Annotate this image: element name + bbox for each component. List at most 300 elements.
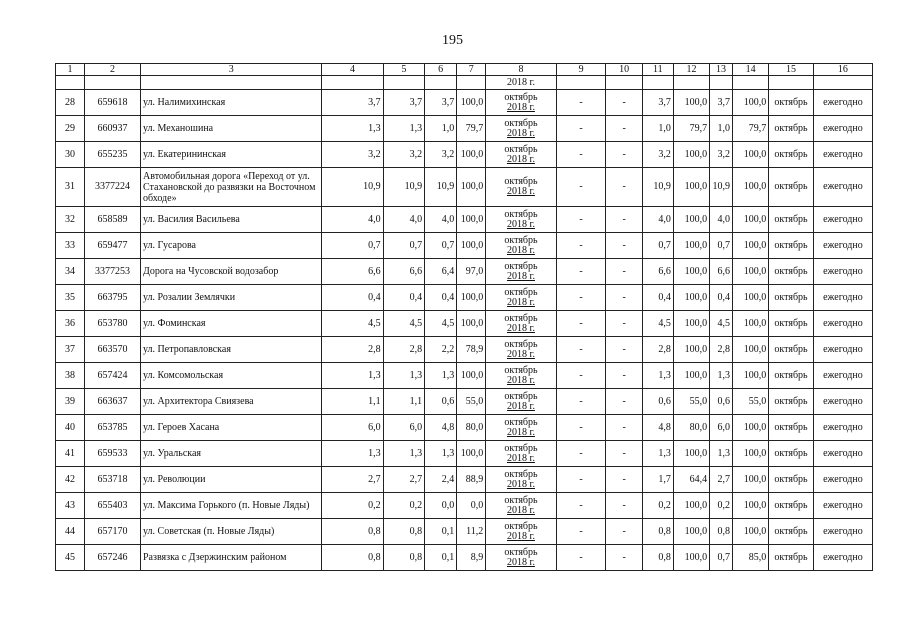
value-cell: 4,8 bbox=[642, 415, 673, 441]
table-row bbox=[56, 493, 873, 519]
value-cell: 0,7 bbox=[710, 545, 733, 571]
value-cell: 3,7 bbox=[710, 90, 733, 116]
table-row bbox=[56, 90, 873, 116]
value-cell: - bbox=[606, 389, 642, 415]
value-cell: 4,0 bbox=[425, 207, 457, 233]
road-name: ул. Налимихинская bbox=[141, 90, 322, 116]
column-header: 16 bbox=[813, 64, 872, 76]
value-cell: 100,0 bbox=[732, 142, 768, 168]
table-cell bbox=[556, 76, 606, 90]
value-cell: 100,0 bbox=[732, 519, 768, 545]
date-year: 2018 г. bbox=[506, 504, 535, 516]
date-year: 2018 г. bbox=[506, 374, 535, 386]
date-cell bbox=[486, 90, 557, 116]
date-year: 2018 г. bbox=[506, 244, 535, 256]
value-cell: 1,1 bbox=[322, 389, 383, 415]
value-cell: 1,1 bbox=[383, 389, 424, 415]
value-cell: 10,9 bbox=[425, 168, 457, 207]
table-row bbox=[56, 519, 873, 545]
value-cell: 6,4 bbox=[425, 259, 457, 285]
column-header: 5 bbox=[383, 64, 424, 76]
date-year: 2018 г. bbox=[506, 270, 535, 282]
value-cell: - bbox=[606, 415, 642, 441]
month-cell: октябрь bbox=[769, 337, 814, 363]
column-header: 9 bbox=[556, 64, 606, 76]
value-cell: 6,6 bbox=[383, 259, 424, 285]
frequency-cell: ежегодно bbox=[813, 311, 872, 337]
value-cell: 64,4 bbox=[673, 467, 709, 493]
road-name: ул. Максима Горького (п. Новые Ляды) bbox=[141, 493, 322, 519]
value-cell: - bbox=[606, 90, 642, 116]
value-cell: - bbox=[556, 415, 606, 441]
value-cell: 100,0 bbox=[732, 259, 768, 285]
value-cell: - bbox=[606, 142, 642, 168]
date-cell bbox=[486, 415, 557, 441]
value-cell: 10,9 bbox=[383, 168, 424, 207]
value-cell: 4,5 bbox=[642, 311, 673, 337]
value-cell: 0,4 bbox=[322, 285, 383, 311]
value-cell: 3,2 bbox=[642, 142, 673, 168]
value-cell: 3,7 bbox=[383, 90, 424, 116]
value-cell: - bbox=[556, 441, 606, 467]
table-cell bbox=[56, 76, 85, 90]
table-cell bbox=[141, 76, 322, 90]
value-cell: 100,0 bbox=[732, 415, 768, 441]
value-cell: 4,5 bbox=[425, 311, 457, 337]
row-number: 41 bbox=[56, 441, 85, 467]
value-cell: 6,6 bbox=[642, 259, 673, 285]
month-cell: октябрь bbox=[769, 207, 814, 233]
value-cell: 4,8 bbox=[425, 415, 457, 441]
value-cell: 0,6 bbox=[710, 389, 733, 415]
value-cell: 1,3 bbox=[642, 363, 673, 389]
value-cell: 1,0 bbox=[425, 116, 457, 142]
value-cell: - bbox=[606, 259, 642, 285]
table-cell bbox=[769, 76, 814, 90]
value-cell: 100,0 bbox=[673, 441, 709, 467]
value-cell: - bbox=[606, 493, 642, 519]
value-cell: 8,9 bbox=[457, 545, 486, 571]
value-cell: 100,0 bbox=[673, 168, 709, 207]
value-cell: - bbox=[556, 90, 606, 116]
value-cell: 0,0 bbox=[425, 493, 457, 519]
column-header: 7 bbox=[457, 64, 486, 76]
road-name: ул. Механошина bbox=[141, 116, 322, 142]
date-month: октябрь bbox=[504, 494, 538, 506]
value-cell: 3,2 bbox=[425, 142, 457, 168]
date-month: октябрь bbox=[504, 91, 538, 103]
road-code: 658589 bbox=[85, 207, 141, 233]
date-year: 2018 г. bbox=[506, 530, 535, 542]
value-cell: 100,0 bbox=[457, 207, 486, 233]
frequency-cell: ежегодно bbox=[813, 168, 872, 207]
value-cell: 2,7 bbox=[383, 467, 424, 493]
road-name: ул. Фоминская bbox=[141, 311, 322, 337]
road-name: ул. Архитектора Свиязева bbox=[141, 389, 322, 415]
frequency-cell: ежегодно bbox=[813, 467, 872, 493]
value-cell: - bbox=[556, 363, 606, 389]
row-number: 32 bbox=[56, 207, 85, 233]
date-cell bbox=[486, 116, 557, 142]
value-cell: - bbox=[606, 207, 642, 233]
date-year: 2018 г. bbox=[506, 400, 535, 412]
road-name: Дорога на Чусовской водозабор bbox=[141, 259, 322, 285]
date-month: октябрь bbox=[504, 468, 538, 480]
date-month: октябрь bbox=[504, 416, 538, 428]
value-cell: 79,7 bbox=[457, 116, 486, 142]
month-cell: октябрь bbox=[769, 545, 814, 571]
value-cell: 100,0 bbox=[673, 142, 709, 168]
column-header: 10 bbox=[606, 64, 642, 76]
value-cell: 6,6 bbox=[322, 259, 383, 285]
value-cell: 100,0 bbox=[457, 363, 486, 389]
value-cell: 2,4 bbox=[425, 467, 457, 493]
date-cell bbox=[486, 259, 557, 285]
date-cell bbox=[486, 493, 557, 519]
value-cell: 0,8 bbox=[642, 519, 673, 545]
table-row bbox=[56, 363, 873, 389]
value-cell: 1,0 bbox=[710, 116, 733, 142]
date-month: октябрь bbox=[504, 338, 538, 350]
table-row bbox=[56, 415, 873, 441]
date-cell bbox=[486, 207, 557, 233]
value-cell: 0,6 bbox=[642, 389, 673, 415]
value-cell: 100,0 bbox=[673, 337, 709, 363]
row-number: 35 bbox=[56, 285, 85, 311]
table-row bbox=[56, 467, 873, 493]
value-cell: 0,7 bbox=[322, 233, 383, 259]
value-cell: - bbox=[606, 233, 642, 259]
table-cell bbox=[322, 76, 383, 90]
value-cell: 0,2 bbox=[322, 493, 383, 519]
frequency-cell: ежегодно bbox=[813, 363, 872, 389]
value-cell: - bbox=[606, 116, 642, 142]
month-cell: октябрь bbox=[769, 168, 814, 207]
value-cell: 1,7 bbox=[642, 467, 673, 493]
date-year: 2018 г. bbox=[506, 101, 535, 113]
value-cell: 100,0 bbox=[732, 233, 768, 259]
continuation-date-cell: 2018 г. bbox=[486, 76, 557, 90]
row-number: 28 bbox=[56, 90, 85, 116]
table-row bbox=[56, 441, 873, 467]
value-cell: - bbox=[556, 233, 606, 259]
value-cell: 80,0 bbox=[457, 415, 486, 441]
table-cell bbox=[85, 76, 141, 90]
date-month: октябрь bbox=[504, 260, 538, 272]
value-cell: 100,0 bbox=[732, 363, 768, 389]
table-cell bbox=[710, 76, 733, 90]
date-month: октябрь bbox=[504, 234, 538, 246]
value-cell: 100,0 bbox=[673, 545, 709, 571]
value-cell: 6,0 bbox=[322, 415, 383, 441]
value-cell: 0,1 bbox=[425, 519, 457, 545]
value-cell: - bbox=[606, 311, 642, 337]
value-cell: 0,8 bbox=[383, 519, 424, 545]
value-cell: 2,2 bbox=[425, 337, 457, 363]
date-year: 2018 г. bbox=[506, 296, 535, 308]
month-cell: октябрь bbox=[769, 116, 814, 142]
road-code: 653785 bbox=[85, 415, 141, 441]
road-name: Автомобильная дорога «Переход от ул. Стахановской до развязки на Восточном обходе» bbox=[141, 168, 322, 207]
date-cell bbox=[486, 233, 557, 259]
value-cell: 3,2 bbox=[710, 142, 733, 168]
value-cell: - bbox=[556, 259, 606, 285]
date-month: октябрь bbox=[504, 208, 538, 220]
month-cell: октябрь bbox=[769, 285, 814, 311]
road-code: 653780 bbox=[85, 311, 141, 337]
value-cell: 100,0 bbox=[457, 311, 486, 337]
value-cell: - bbox=[556, 545, 606, 571]
value-cell: 100,0 bbox=[732, 337, 768, 363]
table-cell bbox=[813, 76, 872, 90]
value-cell: 100,0 bbox=[673, 259, 709, 285]
value-cell: 0,8 bbox=[322, 545, 383, 571]
value-cell: 3,7 bbox=[642, 90, 673, 116]
value-cell: 100,0 bbox=[673, 493, 709, 519]
date-month: октябрь bbox=[504, 364, 538, 376]
value-cell: 1,3 bbox=[383, 363, 424, 389]
table-row bbox=[56, 337, 873, 363]
column-header: 3 bbox=[141, 64, 322, 76]
month-cell: октябрь bbox=[769, 363, 814, 389]
value-cell: 55,0 bbox=[732, 389, 768, 415]
frequency-cell: ежегодно bbox=[813, 207, 872, 233]
table-row bbox=[56, 233, 873, 259]
road-name: ул. Комсомольская bbox=[141, 363, 322, 389]
row-number: 30 bbox=[56, 142, 85, 168]
date-year: 2018 г. bbox=[506, 478, 535, 490]
page-number: 195 bbox=[442, 33, 463, 48]
value-cell: 4,5 bbox=[322, 311, 383, 337]
value-cell: 1,3 bbox=[322, 116, 383, 142]
date-cell bbox=[486, 467, 557, 493]
road-code: 653718 bbox=[85, 467, 141, 493]
value-cell: 0,4 bbox=[642, 285, 673, 311]
row-number: 43 bbox=[56, 493, 85, 519]
value-cell: - bbox=[556, 337, 606, 363]
value-cell: - bbox=[556, 311, 606, 337]
value-cell: 100,0 bbox=[673, 207, 709, 233]
row-number: 40 bbox=[56, 415, 85, 441]
value-cell: 0,8 bbox=[383, 545, 424, 571]
value-cell: 3,2 bbox=[322, 142, 383, 168]
month-cell: октябрь bbox=[769, 415, 814, 441]
value-cell: 2,7 bbox=[322, 467, 383, 493]
value-cell: 1,3 bbox=[642, 441, 673, 467]
value-cell: 0,6 bbox=[425, 389, 457, 415]
value-cell: 78,9 bbox=[457, 337, 486, 363]
month-cell: октябрь bbox=[769, 90, 814, 116]
value-cell: 100,0 bbox=[732, 441, 768, 467]
row-number: 44 bbox=[56, 519, 85, 545]
value-cell: - bbox=[606, 545, 642, 571]
value-cell: 1,0 bbox=[642, 116, 673, 142]
date-cell bbox=[486, 389, 557, 415]
column-header: 2 bbox=[85, 64, 141, 76]
frequency-cell: ежегодно bbox=[813, 285, 872, 311]
value-cell: 100,0 bbox=[673, 285, 709, 311]
road-code: 660937 bbox=[85, 116, 141, 142]
date-month: октябрь bbox=[504, 520, 538, 532]
value-cell: 100,0 bbox=[732, 285, 768, 311]
month-cell: октябрь bbox=[769, 467, 814, 493]
value-cell: 11,2 bbox=[457, 519, 486, 545]
road-code: 655403 bbox=[85, 493, 141, 519]
date-month: октябрь bbox=[504, 390, 538, 402]
value-cell: 1,3 bbox=[425, 363, 457, 389]
road-name: Развязка с Дзержинским районом bbox=[141, 545, 322, 571]
value-cell: - bbox=[556, 519, 606, 545]
column-header: 13 bbox=[710, 64, 733, 76]
value-cell: 4,0 bbox=[642, 207, 673, 233]
column-header: 15 bbox=[769, 64, 814, 76]
value-cell: 100,0 bbox=[673, 363, 709, 389]
road-name: ул. Петропавловская bbox=[141, 337, 322, 363]
value-cell: 97,0 bbox=[457, 259, 486, 285]
column-header: 1 bbox=[56, 64, 85, 76]
value-cell: - bbox=[556, 285, 606, 311]
date-year: 2018 г. bbox=[506, 322, 535, 334]
value-cell: 0,8 bbox=[322, 519, 383, 545]
month-cell: октябрь bbox=[769, 233, 814, 259]
value-cell: 100,0 bbox=[673, 233, 709, 259]
table-row bbox=[56, 168, 873, 207]
road-name: ул. Василия Васильева bbox=[141, 207, 322, 233]
date-month: октябрь bbox=[504, 312, 538, 324]
date-month: октябрь bbox=[504, 176, 538, 187]
value-cell: 4,5 bbox=[383, 311, 424, 337]
value-cell: - bbox=[606, 285, 642, 311]
frequency-cell: ежегодно bbox=[813, 259, 872, 285]
value-cell: 3,7 bbox=[425, 90, 457, 116]
value-cell: 100,0 bbox=[457, 233, 486, 259]
value-cell: 0,2 bbox=[710, 493, 733, 519]
value-cell: - bbox=[606, 337, 642, 363]
date-month: октябрь bbox=[504, 546, 538, 558]
value-cell: 100,0 bbox=[673, 311, 709, 337]
value-cell: 4,0 bbox=[383, 207, 424, 233]
road-code: 657170 bbox=[85, 519, 141, 545]
value-cell: 10,9 bbox=[710, 168, 733, 207]
frequency-cell: ежегодно bbox=[813, 519, 872, 545]
value-cell: 79,7 bbox=[673, 116, 709, 142]
value-cell: 55,0 bbox=[457, 389, 486, 415]
value-cell: - bbox=[606, 441, 642, 467]
value-cell: 100,0 bbox=[732, 168, 768, 207]
road-name: ул. Революции bbox=[141, 467, 322, 493]
value-cell: 100,0 bbox=[457, 285, 486, 311]
value-cell: 3,7 bbox=[322, 90, 383, 116]
table-row bbox=[56, 311, 873, 337]
date-year: 2018 г. bbox=[506, 426, 535, 438]
date-cell bbox=[486, 142, 557, 168]
row-number: 36 bbox=[56, 311, 85, 337]
date-cell bbox=[486, 285, 557, 311]
value-cell: 6,0 bbox=[383, 415, 424, 441]
date-cell bbox=[486, 441, 557, 467]
column-header: 11 bbox=[642, 64, 673, 76]
value-cell: - bbox=[556, 207, 606, 233]
value-cell: 0,4 bbox=[425, 285, 457, 311]
date-cell bbox=[486, 363, 557, 389]
road-code: 663795 bbox=[85, 285, 141, 311]
road-code: 663637 bbox=[85, 389, 141, 415]
column-header: 12 bbox=[673, 64, 709, 76]
date-year: 2018 г. bbox=[506, 127, 535, 139]
value-cell: 100,0 bbox=[732, 493, 768, 519]
row-number: 33 bbox=[56, 233, 85, 259]
date-year: 2018 г. bbox=[506, 348, 535, 360]
value-cell: 100,0 bbox=[732, 90, 768, 116]
value-cell: 2,8 bbox=[383, 337, 424, 363]
value-cell: 2,8 bbox=[322, 337, 383, 363]
value-cell: 1,3 bbox=[710, 363, 733, 389]
row-number: 39 bbox=[56, 389, 85, 415]
value-cell: 2,8 bbox=[642, 337, 673, 363]
value-cell: 1,3 bbox=[322, 363, 383, 389]
value-cell: 6,6 bbox=[710, 259, 733, 285]
value-cell: 0,4 bbox=[383, 285, 424, 311]
value-cell: 4,0 bbox=[322, 207, 383, 233]
frequency-cell: ежегодно bbox=[813, 545, 872, 571]
month-cell: октябрь bbox=[769, 519, 814, 545]
date-month: октябрь bbox=[504, 117, 538, 129]
month-cell: октябрь bbox=[769, 441, 814, 467]
value-cell: 0,2 bbox=[642, 493, 673, 519]
value-cell: 100,0 bbox=[457, 168, 486, 207]
value-cell: 85,0 bbox=[732, 545, 768, 571]
value-cell: - bbox=[556, 168, 606, 207]
value-cell: 1,3 bbox=[425, 441, 457, 467]
value-cell: 80,0 bbox=[673, 415, 709, 441]
value-cell: 88,9 bbox=[457, 467, 486, 493]
road-code: 3377253 bbox=[85, 259, 141, 285]
month-cell: октябрь bbox=[769, 259, 814, 285]
road-name: ул. Екатерининская bbox=[141, 142, 322, 168]
value-cell: 100,0 bbox=[673, 90, 709, 116]
value-cell: 0,2 bbox=[383, 493, 424, 519]
month-cell: октябрь bbox=[769, 311, 814, 337]
frequency-cell: ежегодно bbox=[813, 389, 872, 415]
table-cell bbox=[732, 76, 768, 90]
frequency-cell: ежегодно bbox=[813, 441, 872, 467]
date-cell bbox=[486, 311, 557, 337]
road-code: 3377224 bbox=[85, 168, 141, 207]
value-cell: 100,0 bbox=[732, 467, 768, 493]
frequency-cell: ежегодно bbox=[813, 142, 872, 168]
value-cell: - bbox=[606, 519, 642, 545]
date-year: 2018 г. bbox=[506, 153, 535, 165]
value-cell: 100,0 bbox=[732, 311, 768, 337]
frequency-cell: ежегодно bbox=[813, 90, 872, 116]
table-row bbox=[56, 259, 873, 285]
column-header: 14 bbox=[732, 64, 768, 76]
value-cell: 0,7 bbox=[642, 233, 673, 259]
value-cell: 100,0 bbox=[732, 207, 768, 233]
table-row bbox=[56, 285, 873, 311]
table-cell bbox=[642, 76, 673, 90]
column-header: 6 bbox=[425, 64, 457, 76]
value-cell: 0,1 bbox=[425, 545, 457, 571]
value-cell: 2,7 bbox=[710, 467, 733, 493]
table-cell bbox=[457, 76, 486, 90]
table-cell bbox=[606, 76, 642, 90]
road-name: ул. Гусарова bbox=[141, 233, 322, 259]
value-cell: 1,3 bbox=[322, 441, 383, 467]
roads-table bbox=[55, 63, 873, 571]
table-cell bbox=[673, 76, 709, 90]
value-cell: 100,0 bbox=[457, 90, 486, 116]
